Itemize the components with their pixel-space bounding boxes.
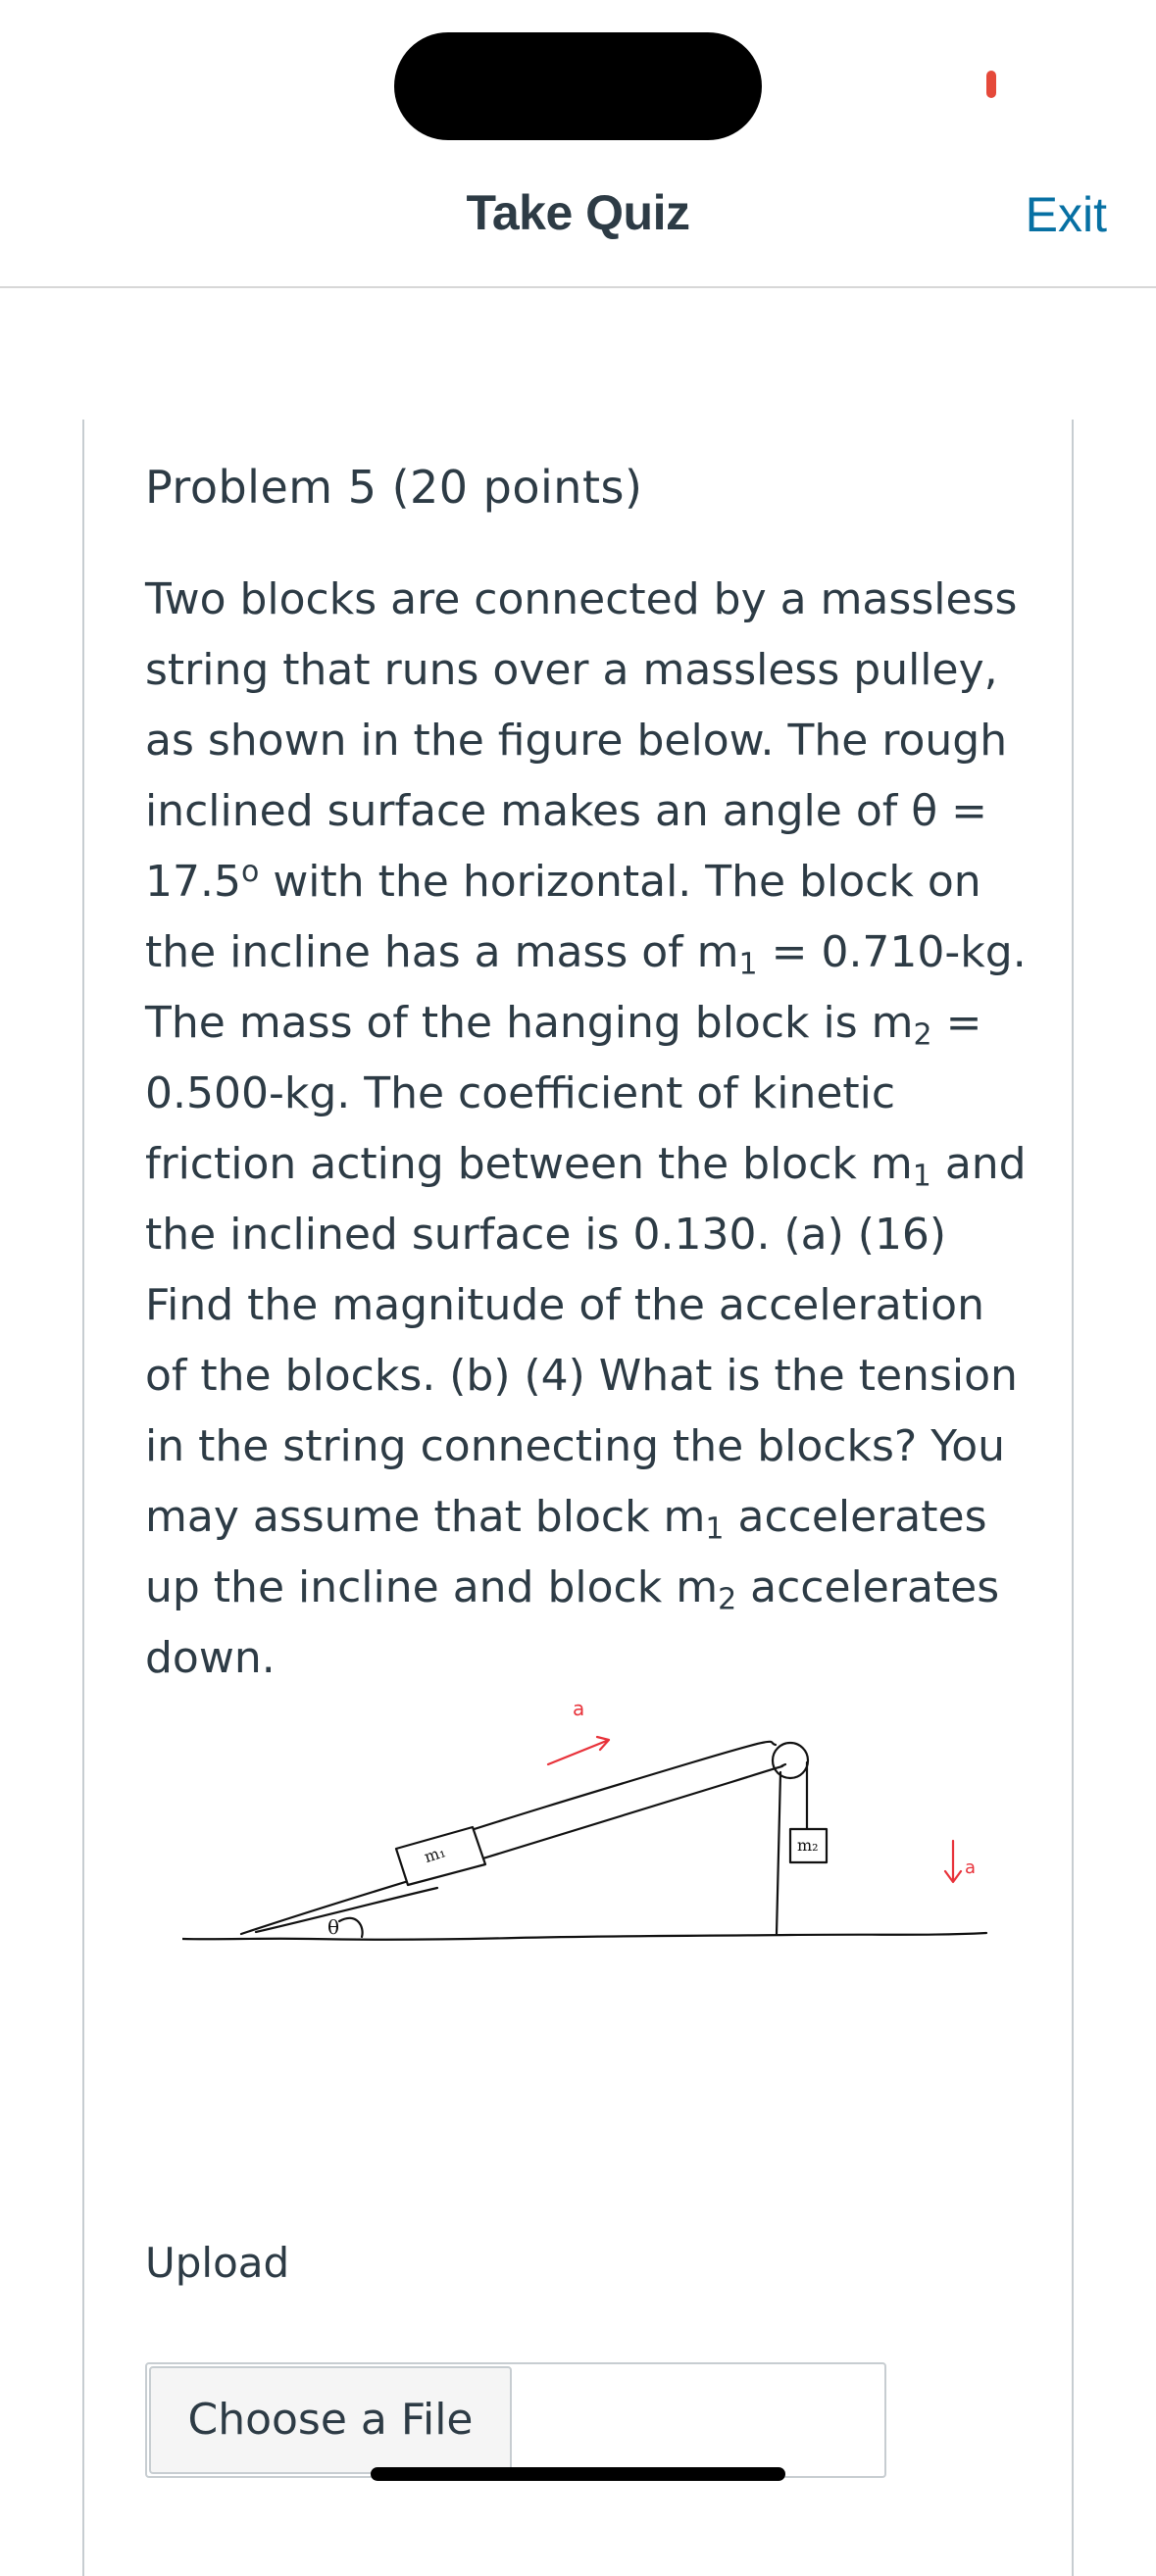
question-text [145,565,1028,1694]
question-text-part: accelerates down. [145,1562,1000,1683]
accel-arrow-hanging-icon [945,1841,961,1882]
subscript: 1 [738,947,758,982]
question-text-part: accelerates up the incline and block m [145,1492,987,1612]
home-indicator[interactable] [371,2467,785,2481]
incline-surface [241,1764,785,1934]
question-text-part: and the inclined surface is 0.130. (a) (16) Find the magnitude of the acceleration of the blocks. (b) (4) What is the tension in the string connecting the blocks? You may assume that block m [145,1139,1027,1542]
question-text-part: = 0.500-kg. The coefficient of kinetic friction acting between the block m [145,998,982,1189]
file-upload-field[interactable] [145,2362,886,2478]
upload-label: Upload [145,2239,290,2287]
degree-symbol: o [240,855,260,889]
subscript: 2 [913,1017,932,1053]
dynamic-island [394,32,762,140]
incline-pulley-figure [182,1694,1084,2027]
question-text-part: with the horizontal. The block on the incline has a mass of m [145,857,981,977]
angle-label: θ [327,1915,340,1939]
angle-arc [339,1918,363,1937]
page-title: Take Quiz [466,185,690,240]
accel-label-hanging: a [965,1858,977,1878]
choose-file-button[interactable]: Choose a File [149,2366,512,2474]
status-bar [0,0,1156,157]
ground-line [182,1933,986,1940]
subscript: 1 [912,1159,931,1194]
exit-link[interactable]: Exit [1025,187,1107,242]
incline-underline [256,1888,437,1932]
question-header: Problem 5 (20 points) [145,461,643,514]
question-text-part: = 0.710-kg. The mass of the hanging block is m [145,927,1027,1048]
recording-indicator-icon [986,71,996,98]
question-card [82,420,1074,2576]
pulley-icon [773,1743,808,1778]
pulley-support [777,1772,780,1934]
subscript: 2 [718,1582,737,1617]
subscript: 1 [705,1511,725,1547]
block-m2-label: m₂ [797,1836,819,1855]
accel-arrow-incline-icon [548,1737,609,1764]
question-text-part: Two blocks are connected by a massless string that runs over a massless pulley, as shown in the figure below. The rough inclined surface makes an angle of θ = 17.5 [145,574,1018,907]
block-m1-label: m₁ [422,1842,448,1867]
accel-label-incline: a [573,1697,585,1720]
nav-bar [0,157,1156,288]
